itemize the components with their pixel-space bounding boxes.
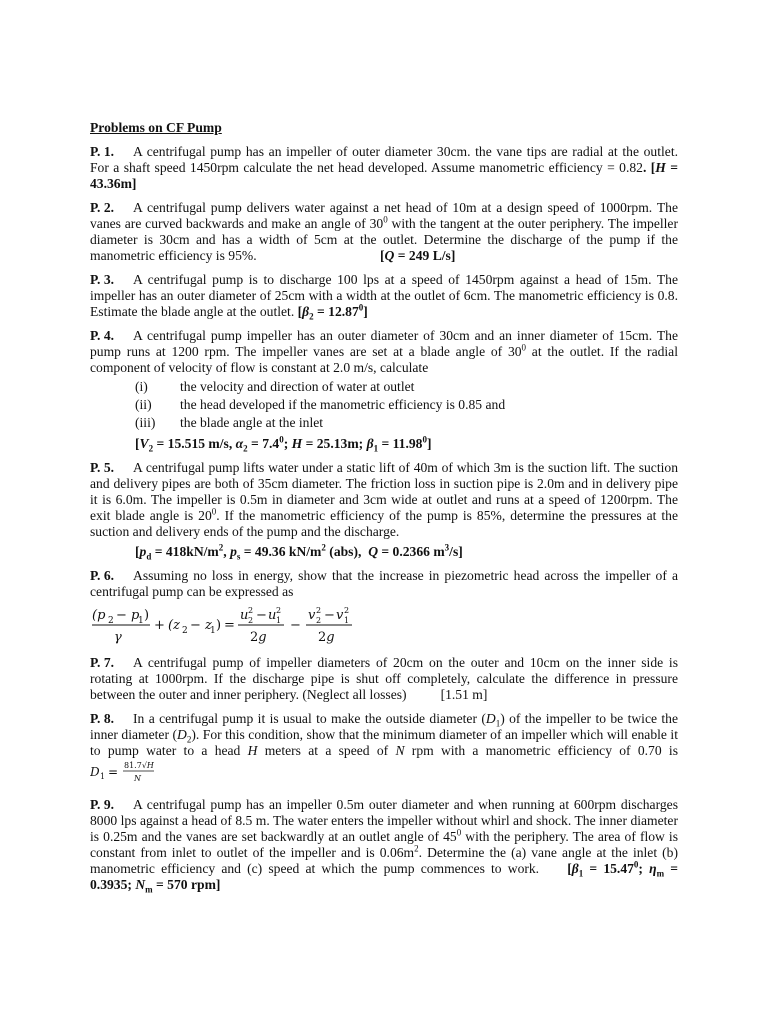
- problem-text: at the outlet. If the radial component of velocity of flow is constant at 2.0 m/s, calculate: [90, 344, 678, 375]
- page-title: Problems on CF Pump: [90, 120, 222, 135]
- problem-number: P. 2.: [90, 200, 115, 215]
- svg-text:2: 2: [344, 606, 350, 615]
- problem-text: with the tangent at the outer periphery. The impeller diameter is 30cm and has a width of 5cm at the outlet. Determine the discharge of the pump if the manometric efficiency is 95%.: [90, 216, 678, 263]
- problem-text: . If the manometric efficiency of the pump is 85%, determine the pressures at the suction and delivery ends of the pump and the discharge.: [90, 508, 679, 539]
- svg-text:γ: γ: [114, 630, 122, 645]
- problem-text: A centrifugal pump delivers water against a net head of 10m at a design speed of 1000rpm. The vanes are curved backwards and make an angle of 30: [90, 200, 678, 231]
- problem-6: [90, 568, 678, 600]
- problem-number: P. 1.: [90, 144, 115, 159]
- problem-answer: . [H = 43.36m]: [90, 160, 678, 191]
- problem-5-answer: [$p_d = 418kN/m^2$, $p_s = 49.36$ $kN/m^2$ (abs), Q = 0.2366 $m^3/s$]: [135, 542, 463, 562]
- svg-text:v: v: [308, 608, 316, 623]
- superscript: 2: [414, 843, 419, 854]
- svg-text:−: −: [290, 618, 301, 633]
- problem-number: P. 9.: [90, 797, 115, 812]
- superscript: 0: [521, 342, 527, 353]
- problem-answer: $[\beta_2 = 12.87^0]$: [297, 302, 368, 322]
- superscript: 0: [456, 827, 462, 838]
- problem-4-list: [135, 378, 678, 432]
- list-item: [135, 378, 678, 396]
- svg-text:): ): [216, 618, 222, 633]
- problem-7: [90, 655, 678, 703]
- svg-text:2: 2: [182, 626, 188, 636]
- svg-text:2: 2: [108, 616, 114, 626]
- svg-text:− p: − p: [116, 608, 140, 623]
- svg-text:2: 2: [276, 606, 282, 615]
- piezometric-equation: [90, 603, 678, 647]
- svg-text:2: 2: [248, 616, 254, 625]
- svg-text:N: N: [134, 774, 141, 783]
- svg-text:1: 1: [344, 616, 350, 625]
- problem-number: P. 4.: [90, 328, 115, 343]
- svg-text:2g: 2g: [250, 630, 267, 645]
- svg-text:=: =: [224, 618, 235, 633]
- problem-text: A centrifugal pump impeller has an outer diameter of 30cm and an inner diameter of 15cm. The pump runs at 1200 rpm. The impeller vanes are set at a blade angle of 30: [90, 328, 678, 359]
- problem-number: P. 3.: [90, 272, 115, 287]
- problem-number: P. 7.: [90, 655, 115, 670]
- svg-text:v: v: [336, 608, 344, 623]
- list-item: [135, 414, 678, 432]
- list-text: the head developed if the manometric efficiency is 0.85 and: [180, 397, 506, 412]
- svg-text:+: +: [154, 618, 165, 633]
- svg-text:(z: (z: [168, 618, 180, 633]
- list-number: (ii): [135, 397, 152, 412]
- problem-answer: [1.51 m]: [440, 687, 488, 702]
- problem-1: [90, 144, 678, 192]
- problem-text: Assuming no loss in energy, show that the increase in piezometric head across the impeller of a centrifugal pump can be expressed as: [90, 568, 678, 599]
- svg-text:u: u: [240, 608, 249, 623]
- svg-text:): ): [144, 608, 150, 623]
- problem-answer: [Q = 249 L/s]: [380, 248, 456, 263]
- problem-4: [90, 328, 678, 376]
- svg-text:=: =: [108, 765, 119, 779]
- problem-text: A centrifugal pump of impeller diameters of 20cm on the outer and 10cm on the inner side is rotating at 1000rpm. If the discharge pipe is shut off completely, calculate the difference in pressure between the outer and inner periphery. (Neglect all losses): [90, 655, 678, 702]
- document-content: [90, 120, 678, 901]
- problem-number: P. 5.: [90, 460, 115, 475]
- list-text: the velocity and direction of water at outlet: [180, 379, 415, 394]
- problem-text: A centrifugal pump has an impeller of outer diameter 30cm. the vane tips are radial at the outlet. For a shaft speed 1450rpm calculate the net head developed. Assume manometric efficiency = 0.82: [90, 144, 678, 175]
- problem-text: . Determine the (a) vane angle at the inlet (b) manometric efficiency and (c) speed at which the pump commences to work.: [90, 845, 678, 876]
- problem-9: [90, 797, 678, 893]
- list-text: the blade angle at the inlet: [180, 415, 324, 430]
- problem-2: [90, 200, 678, 264]
- problem-4-answer: [$V_2 = 15.515$ m/s, $\alpha_2 = 7.4^0$; H = 25.13m; $\beta_1 = 11.98^0$]: [135, 434, 432, 454]
- problem-answer: [$\beta_1 = 15.47^0$; $\eta_m = 0.3935$; $N_m = 570$ rpm]: [90, 859, 678, 895]
- svg-text:1: 1: [138, 616, 144, 626]
- svg-text:2: 2: [248, 606, 254, 615]
- problem-text: A centrifugal pump has an impeller 0.5m outer diameter and when running at 600rpm discharges 8000 lps against a head of 8.5 m. The water enters the impeller without whirl and shock. The inner diameter is 0.25m and the vanes are set backwardly at an outlet angle of 45: [90, 797, 678, 844]
- svg-text:1: 1: [100, 772, 106, 781]
- svg-text:1: 1: [276, 616, 282, 625]
- svg-text:2g: 2g: [318, 630, 335, 645]
- svg-text:u: u: [268, 608, 277, 623]
- svg-text:− z: − z: [190, 618, 212, 633]
- svg-text:−: −: [324, 608, 335, 623]
- svg-text:D: D: [90, 765, 100, 779]
- list-number: (iii): [135, 415, 156, 430]
- superscript: 0: [211, 506, 217, 517]
- svg-text:81.7√H: 81.7√H: [124, 761, 154, 770]
- problem-text: A centrifugal pump lifts water under a static lift of 40m of which 3m is the suction lift. The suction and delivery pipes are both of 35cm diameter. The friction loss in suction pipe is 2.0m and in delivery pipe it is 6.0m. The impeller is 0.5m in diameter and 3cm wide at outlet and runs at a speed of 1200rpm. The exit blade angle is 20: [90, 460, 678, 523]
- diameter-formula: [90, 759, 166, 789]
- svg-text:(p: (p: [92, 608, 106, 623]
- svg-text:−: −: [256, 608, 267, 623]
- problem-3: [90, 272, 678, 320]
- list-number: (i): [135, 379, 148, 394]
- problem-number: P. 6.: [90, 568, 115, 583]
- svg-text:2: 2: [316, 616, 322, 625]
- svg-text:1: 1: [210, 626, 216, 636]
- problem-8: P. 8. In a centrifugal pump it is usual to make the outside diameter $(D_1)$ of the impeller to be twice the inner diameter $(D_2)$. For this condition, show that the minimum diameter of an impeller which will enable it to pump water to a head H meters at a speed of N rpm with a manometric efficiency of 0.70 is D 1 = 81.7√H N: [90, 711, 678, 789]
- problem-text: with the periphery. The area of flow is constant from inlet to outlet of the impeller and is 0.06m: [90, 829, 679, 860]
- svg-text:2: 2: [316, 606, 322, 615]
- problem-text: A centrifugal pump is to discharge 100 lps at a speed of 1450rpm against a head of 15m. The impeller has an outer diameter of 25cm with a width at the outlet of 6cm. The manometric efficiency is 0.8. Estimate the blade angle at the outlet.: [90, 272, 678, 319]
- list-item: [135, 396, 678, 414]
- problem-5: [90, 460, 678, 540]
- problem-number: P. 8.: [90, 711, 115, 726]
- superscript: 0: [383, 214, 388, 225]
